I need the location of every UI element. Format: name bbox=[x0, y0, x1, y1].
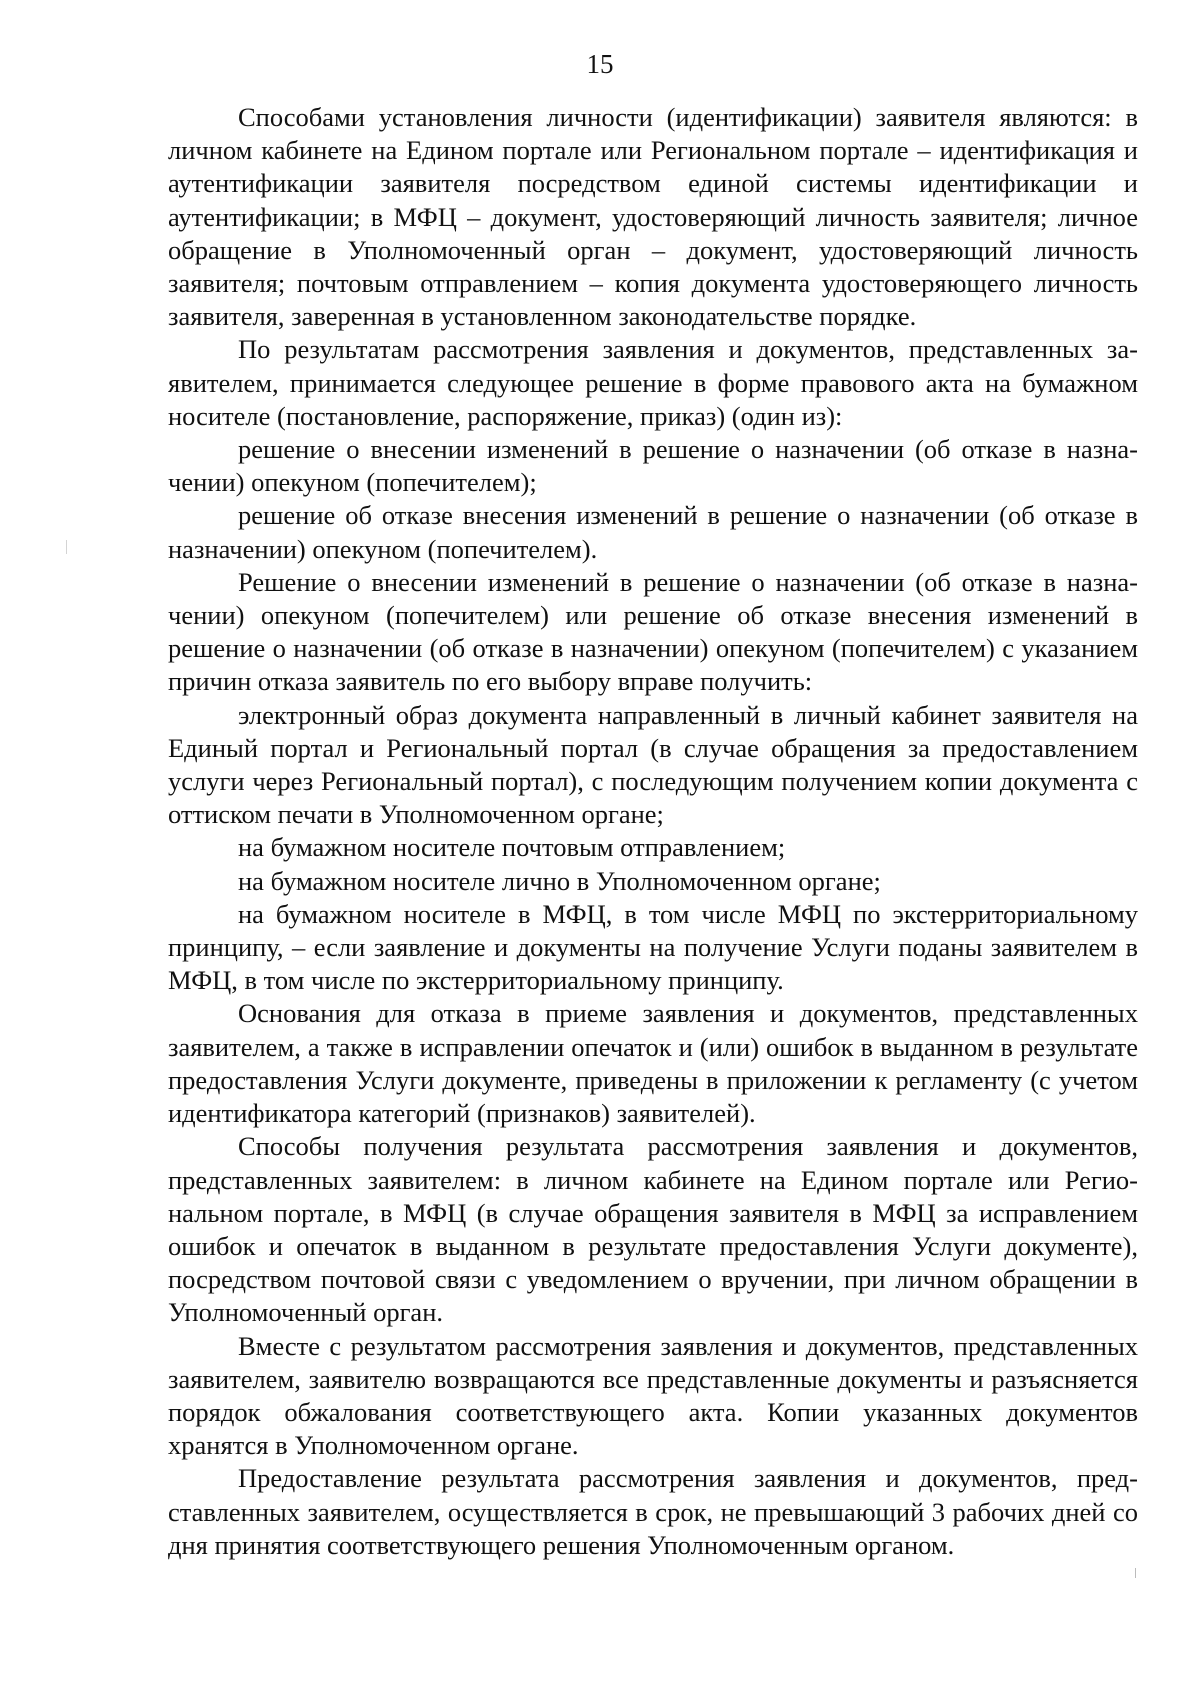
page-number: 15 bbox=[586, 49, 614, 79]
paragraph-decision-delivery: Решение о внесении изменений в решение о назначении (об отказе в назначении) опекуном (попечителем) или решение об отказе внесения изменений в решение о назначении (об отказе в назначении) опекуном (попечителем) с указанием причин отказа заявитель по его выбору вправе получить: bbox=[168, 566, 1138, 697]
paragraph-delivery-electronic: электронный образ документа направленный в личный кабинет заявителя на Единый портал и Региональный портал (в случае обращения за предоставлением услуги через Региональный портал), с последующим получением копии документа с оттиском печати в Уполномоченном органе; bbox=[168, 699, 1138, 830]
paragraph-delivery-mfc: на бумажном носителе в МФЦ, в том числе МФЦ по экстерриториальному принципу, – если заявление и документы на получение Услуги поданы заявителем в МФЦ, в том числе по экстерриториальному принципу. bbox=[168, 898, 1138, 996]
paragraph-result-deadline: Предоставление результата рассмотрения заявления и документов, представленных заявителем, осуществляется в срок, не превышающий 3 рабочих дней со дня принятия соответствующего решения Уполномоченным органом. bbox=[168, 1463, 1138, 1560]
paragraph-decision-option-amend: решение о внесении изменений в решение о назначении (об отказе в назначении) опекуном (попечителем); bbox=[168, 434, 1138, 498]
paragraph-decision-option-refuse: решение об отказе внесения изменений в решение о назначении (об отказе в назначении) опекуном (попечителем). bbox=[168, 500, 1138, 564]
document-body bbox=[168, 101, 1138, 1562]
paragraph-documents-returned: Вместе с результатом рассмотрения заявления и документов, представленных заявителем, заявителю возвращаются все представленные документы и разъясняется порядок обжалования соответствующего акта. Копии указанных документов хранятся в Уполномоченном органе. bbox=[168, 1330, 1138, 1461]
scan-artifact-left bbox=[66, 540, 67, 554]
paragraph-result-methods: Способы получения результата рассмотрения заявления и документов, представленных заявителем: в личном кабинете на Едином портале или Региональном портале, в МФЦ (в случае обращения заявителя в МФЦ за исправлением ошибок и опечаток в выданном в результате предоставления Услуги документе), посредством почтовой связи с уведомлением о вручении, при личном обращении в Уполномоченный орган. bbox=[168, 1131, 1138, 1328]
scan-artifact-right bbox=[1135, 1568, 1136, 1578]
paragraph-identification-methods: Способами установления личности (идентификации) заявителя являются: в личном кабинете на Едином портале или Региональном портале – идентификация и аутентификации заявителя посредством единой системы идентификации и аутентификации; в МФЦ – документ, удостоверяющий личность заявителя; личное обращение в Уполномоченный орган – документ, удостоверяющий личность заявителя; почтовым отправлением – копия документа удостоверяющего личность заявителя, заверенная в установленном законодательстве порядке. bbox=[168, 102, 1138, 332]
paragraph-delivery-post: на бумажном носителе почтовым отправлением; bbox=[238, 832, 786, 863]
paragraph-decision-form: По результатам рассмотрения заявления и документов, представленных заявителем, принимается следующее решение в форме правового акта на бумажном носителе (постановление, распоряжение, приказ) (один из): bbox=[168, 334, 1138, 431]
paragraph-delivery-in-person: на бумажном носителе лично в Уполномоченном органе; bbox=[238, 865, 881, 896]
paragraph-refusal-grounds: Основания для отказа в приеме заявления и документов, представленных заявителем, а также в исправлении опечаток и (или) ошибок в выданном в результате предоставления Услуги документе, приведены в приложении к регламенту (с учетом идентификатора категорий (признаков) заявителей). bbox=[168, 998, 1138, 1129]
